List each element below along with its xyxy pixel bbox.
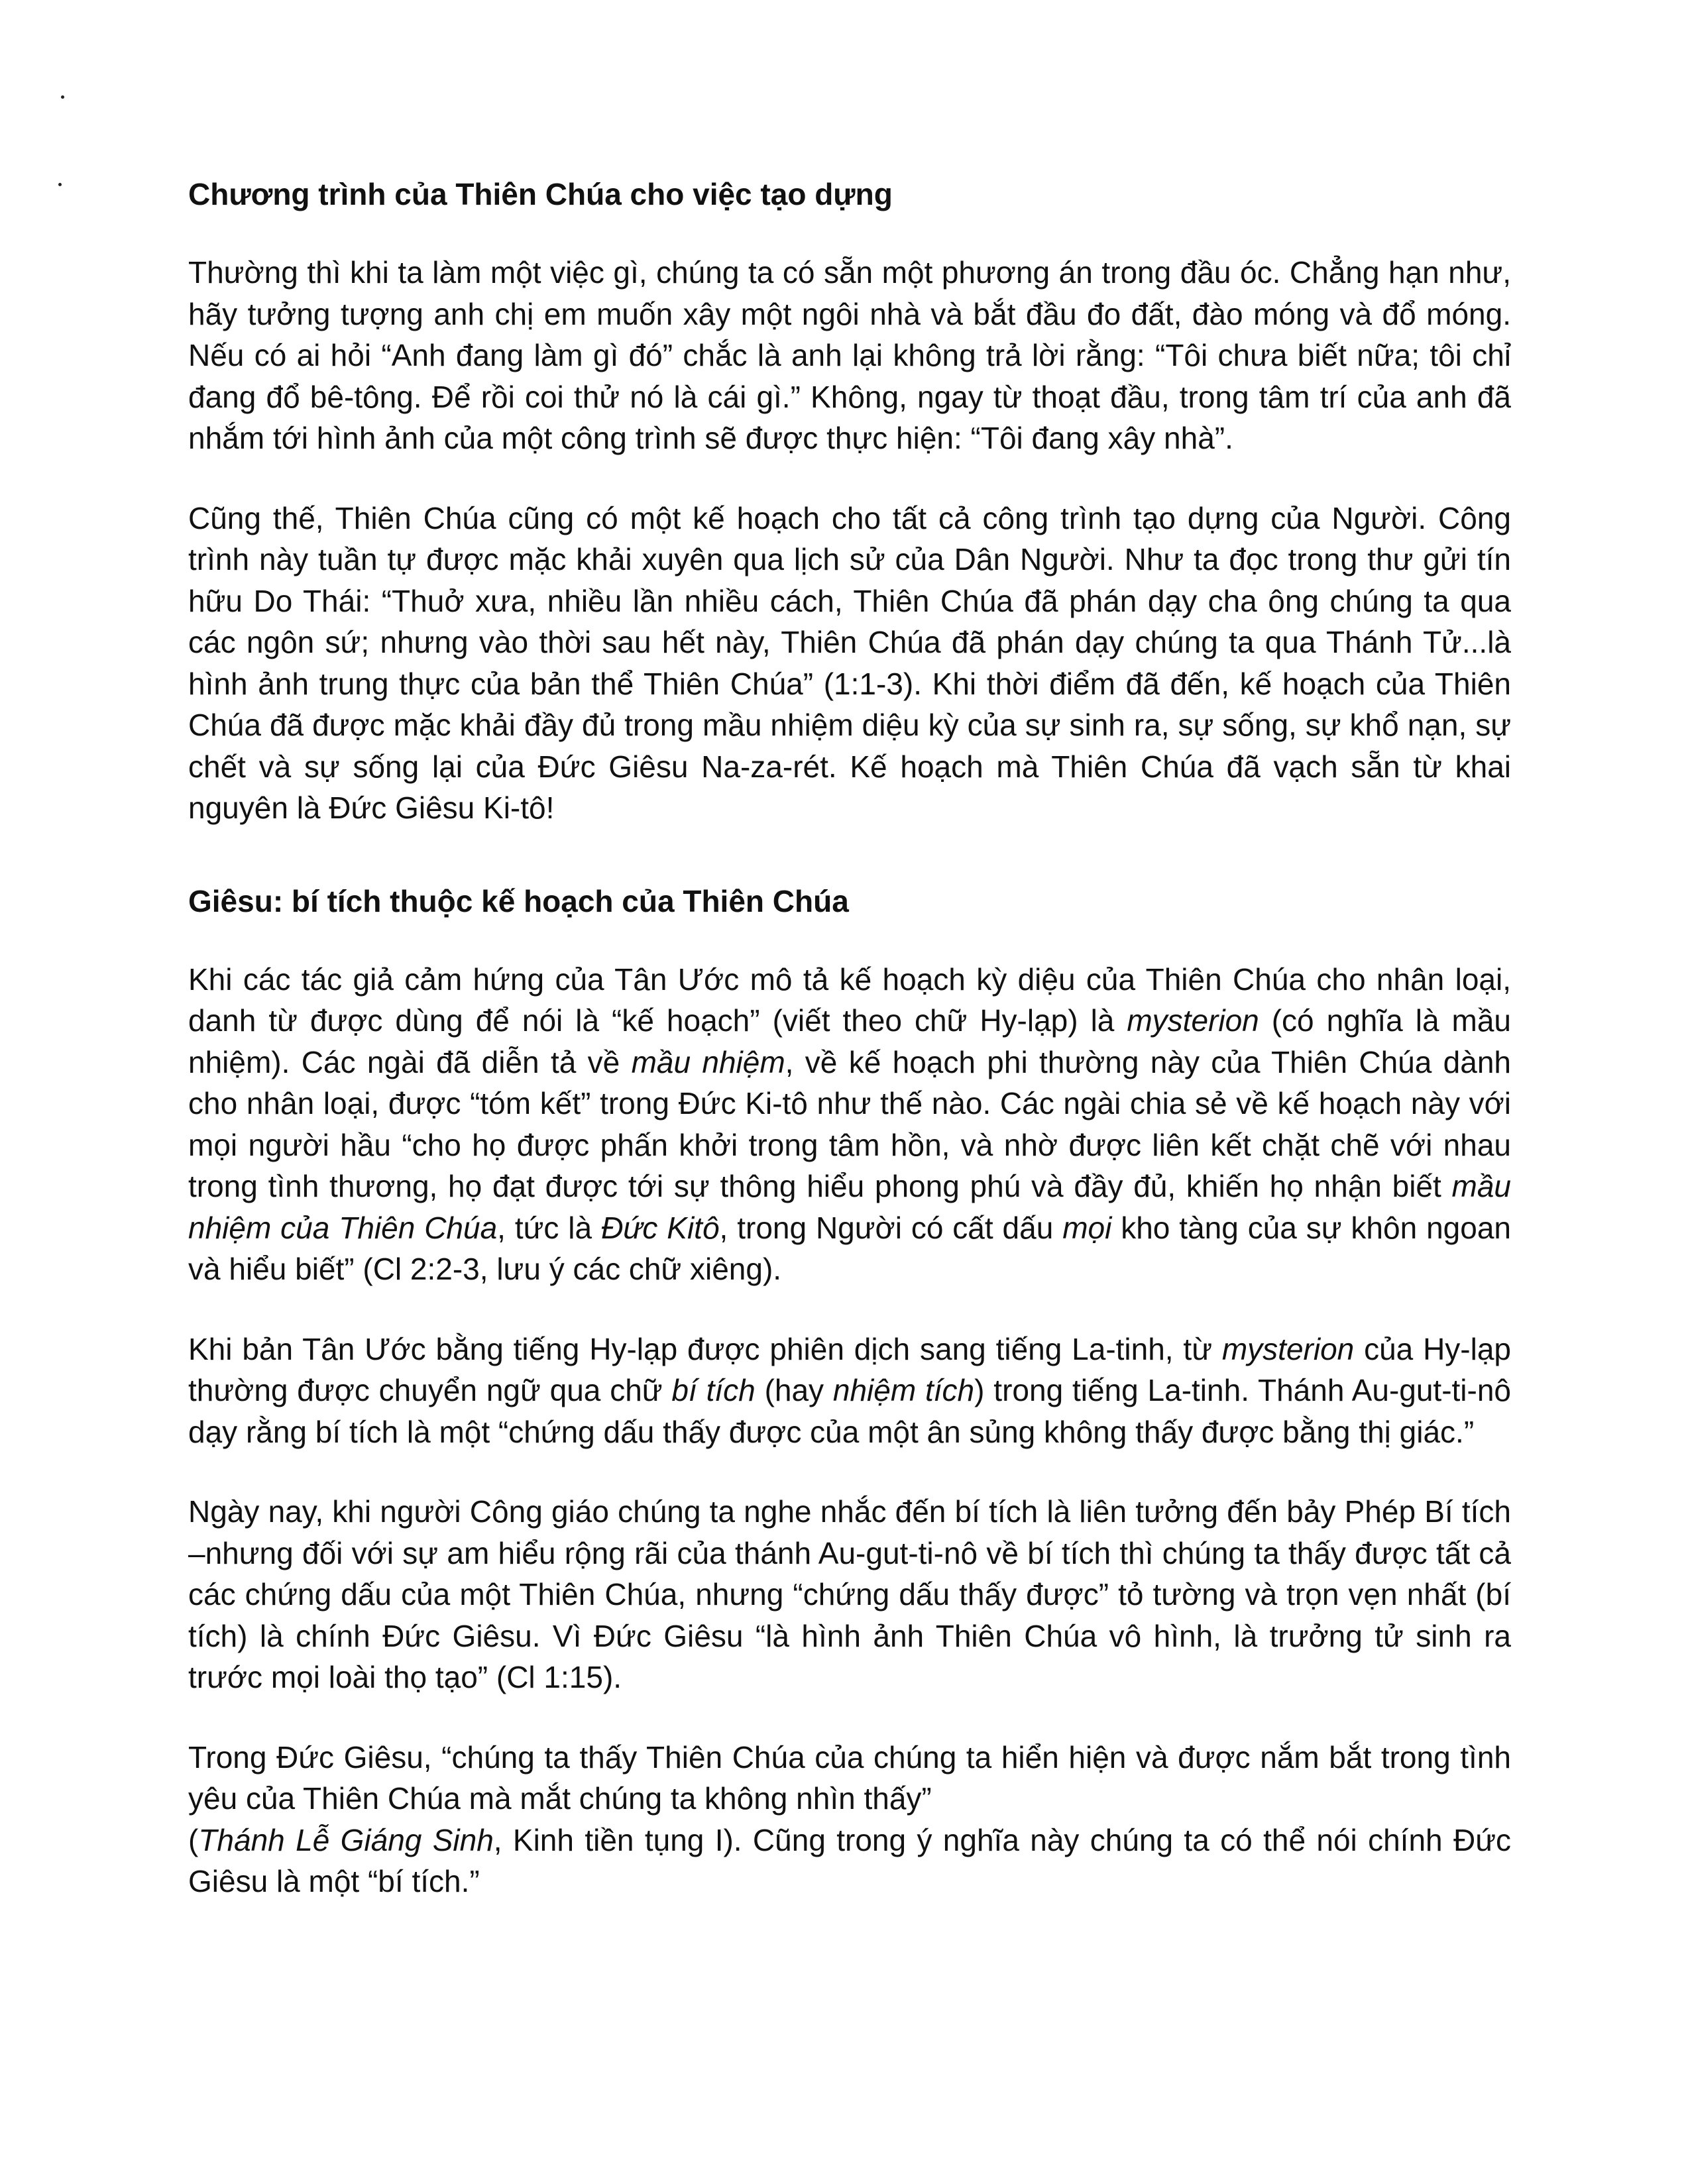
scan-speck xyxy=(58,183,62,186)
italic-term: mầu nhiệm xyxy=(631,1044,785,1079)
text-run: ( xyxy=(188,1822,199,1857)
text-run: , trong Người có cất dấu xyxy=(719,1210,1063,1245)
document-page xyxy=(188,174,1511,1941)
text-run: của Hy-lạp thường được chuyển ngữ qua chữ xyxy=(188,1331,1511,1407)
italic-term: mầu nhiệm của Thiên Chúa xyxy=(188,1169,1511,1245)
text-run: Trong Đức Giêsu, “chúng ta thấy Thiên Chúa của chúng ta hiển hiện và được nắm bắt trong tình yêu của Thiên Chúa mà mắt chúng ta không nhìn thấy” xyxy=(188,1739,1511,1816)
paragraph xyxy=(188,959,1511,1290)
paragraph: Ngày nay, khi người Công giáo chúng ta nghe nhắc đến bí tích là liên tưởng đến bảy Phép Bí tích –nhưng đối với sự am hiểu rộng rãi của thánh Au-gut-ti-nô về bí tích thì chúng ta thấy được tất cả các chứng dấu của một Thiên Chúa, nhưng “chứng dấu thấy được” tỏ tường và trọn vẹn nhất (bí tích) là chính Đức Giêsu. Vì Đức Giêsu “là hình ảnh Thiên Chúa vô hình, là trưởng tử sinh ra trước mọi loài thọ tạo” (Cl 1:15). xyxy=(188,1494,1511,1694)
text-run: Khi bản Tân Ước bằng tiếng Hy-lạp được phiên dịch sang tiếng La-tinh, từ xyxy=(188,1331,1222,1366)
text-run: , tức là xyxy=(497,1210,602,1245)
italic-term: mysterion xyxy=(1221,1331,1355,1366)
paragraph xyxy=(188,1737,1511,1902)
section-heading-sacrament: Giêsu: bí tích thuộc kế hoạch của Thiên Chúa xyxy=(188,883,849,918)
text-run: ) trong tiếng La-tinh. Thánh Au-gut-ti-nô dạy rằng bí tích là một “chứng dấu thấy được của một ân sủng không thấy được bằng thị giác.” xyxy=(188,1373,1512,1449)
paragraph: Cũng thế, Thiên Chúa cũng có một kế hoạch cho tất cả công trình tạo dựng của Người. Công trình này tuần tự được mặc khải xuyên qua lịch sử của Dân Người. Như ta đọc trong thư gửi tín hữu Do Thái: “Thuở xưa, nhiều lần nhiều cách, Thiên Chúa đã phán dạy cha ông chúng ta qua các ngôn sứ; nhưng vào thời sau hết này, Thiên Chúa đã phán dạy chúng ta qua Thánh Tử...là hình ảnh trung thực của bản thể Thiên Chúa” (1:1-3). Khi thời điểm đã đến, kế hoạch của Thiên Chúa đã được mặc khải đầy đủ trong mầu nhiệm diệu kỳ của sự sinh ra, sự sống, sự khổ nạn, sự chết và sự sống lại của Đức Giêsu Na-za-rét. Kế hoạch mà Thiên Chúa đã vạch sẵn từ khai nguyên là Đức Giêsu Ki-tô! xyxy=(188,500,1511,825)
section-heading-creation: Chương trình của Thiên Chúa cho việc tạo dựng xyxy=(188,177,893,211)
italic-term: bí tích xyxy=(671,1373,756,1407)
text-run: , về kế hoạch phi thường này của Thiên Chúa dành cho nhân loại, được “tóm kết” trong Đức Ki-tô như thế nào. Các ngài chia sẻ về kế hoạch này với mọi người hầu “cho họ được phấn khởi trong tâm hồn, và nhờ được liên kết chặt chẽ với nhau trong tình thương, họ đạt được tới sự thông hiểu phong phú và đầy đủ, khiến họ nhận biết xyxy=(188,1044,1511,1203)
text-run: , Kinh tiền tụng I). Cũng trong ý nghĩa này chúng ta có thể nói chính Đức Giêsu là một “bí tích.” xyxy=(188,1822,1511,1898)
italic-term: Thánh Lễ Giáng Sinh xyxy=(198,1822,494,1857)
italic-term: nhiệm tích xyxy=(832,1373,975,1407)
text-run: (hay xyxy=(755,1373,833,1407)
italic-term: mysterion xyxy=(1127,1003,1259,1038)
text-run: (có nghĩa là mầu nhiệm). Các ngài đã diễn tả về xyxy=(188,1003,1511,1079)
text-run: Khi các tác giả cảm hứng của Tân Ước mô tả kế hoạch kỳ diệu của Thiên Chúa cho nhân loại, danh từ được dùng để nói là “kế hoạch” (viết theo chữ Hy-lạp) là xyxy=(188,961,1511,1038)
italic-term: Đức Kitô xyxy=(601,1210,720,1245)
paragraph: Thường thì khi ta làm một việc gì, chúng ta có sẵn một phương án trong đầu óc. Chẳng hạn như, hãy tưởng tượng anh chị em muốn xây một ngôi nhà và bắt đầu đo đất, đào móng và đổ móng. Nếu có ai hỏi “Anh đang làm gì đó” chắc là anh lại không trả lời rằng: “Tôi chưa biết nữa; tôi chỉ đang đổ bê-tông. Để rồi coi thử nó là cái gì.” Không, ngay từ thoạt đầu, trong tâm trí của anh đã nhắm tới hình ảnh của một công trình sẽ được thực hiện: “Tôi đang xây nhà”. xyxy=(188,255,1511,455)
paragraph xyxy=(188,1329,1511,1453)
italic-term: mọi xyxy=(1062,1210,1112,1245)
scan-speck xyxy=(61,95,64,99)
text-run: kho tàng của sự khôn ngoan và hiểu biết” (Cl 2:2-3, lưu ý các chữ xiêng). xyxy=(188,1210,1511,1286)
